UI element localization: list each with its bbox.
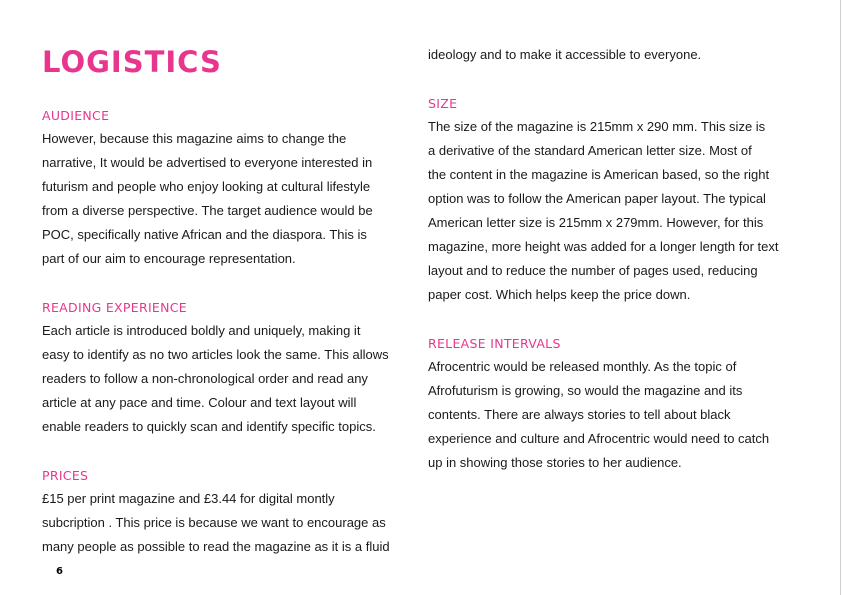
size-line: The size of the magazine is 215mm x 290 mm. This size is — [428, 119, 766, 134]
reading-experience-line: enable readers to quickly scan and identify specific topics. — [42, 419, 376, 434]
reading-experience-line: easy to identify as no two articles look the same. This allows — [42, 347, 389, 362]
release-intervals-line: up in showing those stories to her audience. — [428, 455, 682, 470]
size-line: paper cost. Which helps keep the price down. — [428, 287, 691, 302]
audience-line: from a diverse perspective. The target audience would be — [42, 203, 373, 218]
audience-line: futurism and people who enjoy looking at cultural lifestyle — [42, 179, 371, 194]
release-intervals-line: contents. There are always stories to tell about black — [428, 407, 731, 422]
reading-experience-heading: READING EXPERIENCE — [42, 300, 187, 315]
prices-body — [42, 487, 390, 559]
size-line: American letter size is 215mm x 279mm. However, for this — [428, 215, 764, 230]
reading-experience-line: article at any pace and time. Colour and text layout will — [42, 395, 357, 410]
audience-line: part of our aim to encourage representation. — [42, 251, 296, 266]
size-line: the content in the magazine is American based, so the right — [428, 167, 770, 182]
size-line: a derivative of the standard American letter size. Most of — [428, 143, 752, 158]
size-line: magazine, more height was added for a longer length for text — [428, 239, 779, 254]
audience-body — [42, 127, 373, 271]
release-intervals-heading: RELEASE INTERVALS — [428, 336, 561, 351]
prices-continuation — [428, 43, 701, 67]
prices-line: many people as possible to read the magazine as it is a fluid — [42, 539, 390, 554]
reading-experience-line: readers to follow a non-chronological order and read any — [42, 371, 368, 386]
release-intervals-line: Afrocentric would be released monthly. As the topic of — [428, 359, 737, 374]
prices-heading: PRICES — [42, 468, 89, 483]
size-line: option was to follow the American paper layout. The typical — [428, 191, 766, 206]
size-line: layout and to reduce the number of pages used, reducing — [428, 263, 758, 278]
reading-experience-line: Each article is introduced boldly and uniquely, making it — [42, 323, 361, 338]
page-edge-divider — [840, 0, 841, 595]
audience-line: POC, specifically native African and the diaspora. This is — [42, 227, 367, 242]
prices-line: subcription . This price is because we want to encourage as — [42, 515, 386, 530]
release-intervals-body — [428, 355, 769, 475]
size-heading: SIZE — [428, 96, 458, 111]
audience-line: narrative, It would be advertised to everyone interested in — [42, 155, 373, 170]
audience-line: However, because this magazine aims to change the — [42, 131, 347, 146]
reading-experience-body — [42, 319, 389, 439]
prices-line: £15 per print magazine and £3.44 for digital montly — [42, 491, 335, 506]
size-body — [428, 115, 779, 307]
release-intervals-line: Afrofuturism is growing, so would the magazine and its — [428, 383, 743, 398]
prices-continuation-line: ideology and to make it accessible to everyone. — [428, 47, 702, 62]
page-number: 6 — [56, 566, 63, 577]
page-title: LOGISTICS — [42, 45, 222, 79]
audience-heading: AUDIENCE — [42, 108, 110, 123]
release-intervals-line: experience and culture and Afrocentric would need to catch — [428, 431, 770, 446]
